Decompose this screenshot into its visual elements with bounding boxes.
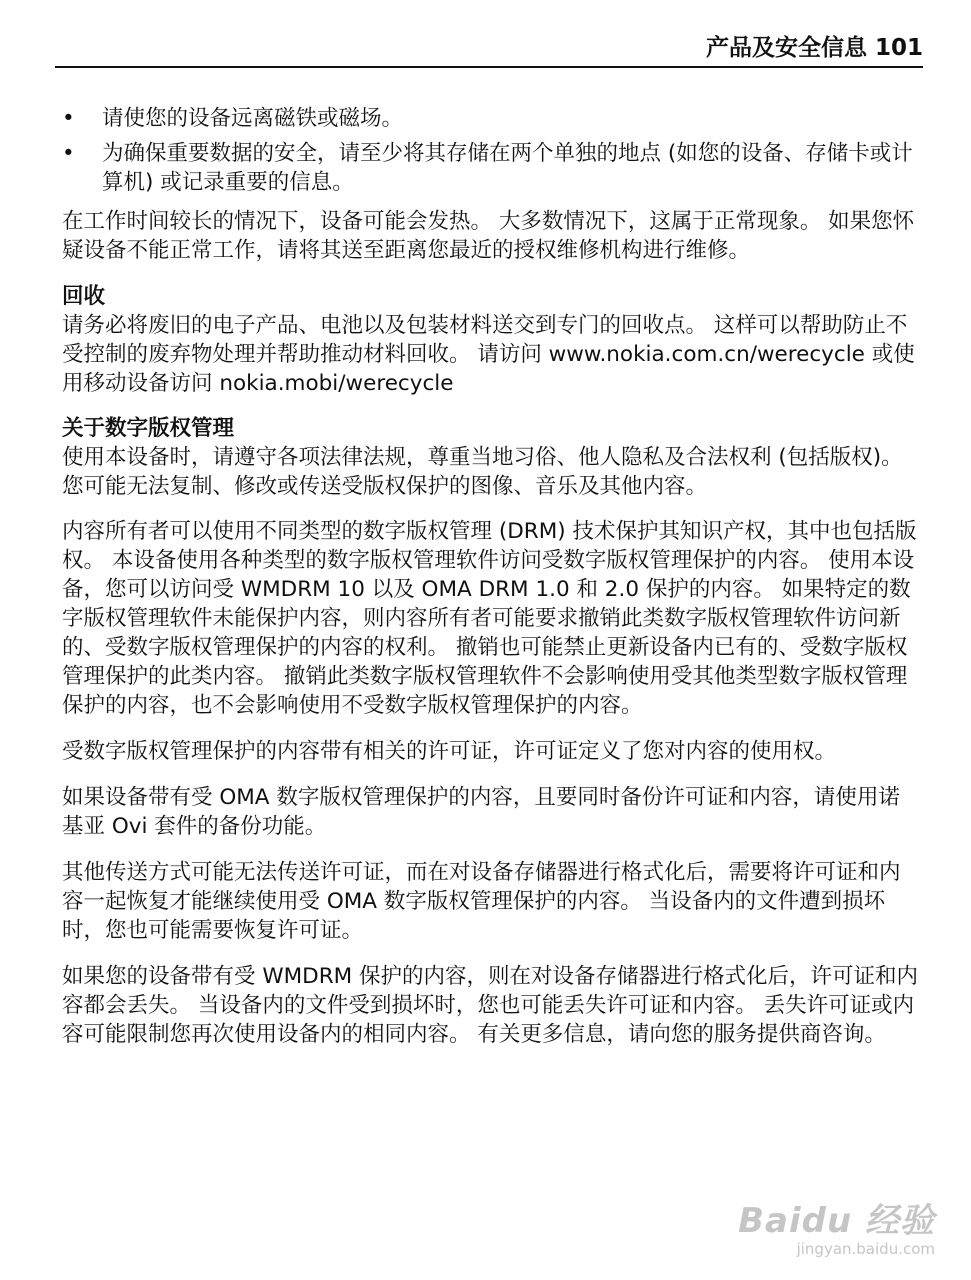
drm-paragraph: 如果设备带有受 OMA 数字版权管理保护的内容，且要同时备份许可证和内容，请使用诺基亚 Ovi 套件的备份功能。 xyxy=(62,785,900,839)
watermark-domain: jingyan.baidu.com xyxy=(796,1240,935,1258)
recycle-body: 请务必将废旧的电子产品、电池以及包装材料送交到专门的回收点。 这样可以帮助防止不受控制的废弃物处理并帮助推动材料回收。 请访问 www.nokia.com.cn/werecycle 或使用移动设备访问 nokia.mobi/werecycle xyxy=(62,313,915,396)
list-item xyxy=(62,139,919,197)
page-content xyxy=(62,104,919,1066)
drm-paragraph: 受数字版权管理保护的内容带有相关的许可证，许可证定义了您对内容的使用权。 xyxy=(62,739,837,764)
paragraph-heat: 在工作时间较长的情况下，设备可能会发热。 大多数情况下，这属于正常现象。 如果您怀疑设备不能正常工作，请将其送至距离您最近的授权维修机构进行维修。 xyxy=(62,209,915,263)
watermark xyxy=(738,1193,935,1258)
watermark-brand: Baidu 经验 xyxy=(738,1201,935,1241)
recycle-heading: 回收 xyxy=(62,284,106,309)
drm-paragraph: 其他传送方式可能无法传送许可证，而在对设备存储器进行格式化后，需要将许可证和内容一起恢复才能继续使用受 OMA 数字版权管理保护的内容。 当设备内的文件遭到损坏时，您也可能需要恢复许可证。 xyxy=(62,860,901,943)
bullet-list xyxy=(62,104,919,197)
page-header-title: 产品及安全信息 101 xyxy=(705,35,923,61)
bullet-text: 为确保重要数据的安全，请至少将其存储在两个单独的地点 (如您的设备、存储卡或计算机) 或记录重要的信息。 xyxy=(102,141,913,195)
bullet-icon: • xyxy=(62,141,75,166)
drm-body: 使用本设备时，请遵守各项法律法规，尊重当地习俗、他人隐私及合法权利 (包括版权)。 您可能无法复制、修改或传送受版权保护的图像、音乐及其他内容。 xyxy=(62,445,903,499)
drm-paragraph: 内容所有者可以使用不同类型的数字版权管理 (DRM) 技术保护其知识产权，其中也包括版权。 本设备使用各种类型的数字版权管理软件访问受数字版权管理保护的内容。 使用本设备，您可以访问受 WMDRM 10 以及 OMA DRM 1.0 和 2.0 保护的内容。 如果特定的数字版权管理软件未能保护内容，则内容所有者可能要求撤销此类数字版权管理软件访问新的、受数字版权管理保护的内容的权利。 撤销也可能禁止更新设备内已有的、受数字版权管理保护的此类内容。 撤销此类数字版权管理软件不会影响使用受其他类型数字版权管理保护的内容，也不会影响使用不受数字版权管理保护的内容。 xyxy=(62,519,917,718)
page-header xyxy=(55,30,923,68)
list-item xyxy=(62,104,919,133)
drm-paragraph: 如果您的设备带有受 WMDRM 保护的内容，则在对设备存储器进行格式化后，许可证和内容都会丢失。 当设备内的文件受到损坏时，您也可能丢失许可证和内容。 丢失许可证或内容可能限制您再次使用设备内的相同内容。 有关更多信息，请向您的服务提供商咨询。 xyxy=(62,964,919,1047)
drm-heading: 关于数字版权管理 xyxy=(62,416,235,441)
bullet-text: 请使您的设备远离磁铁或磁场。 xyxy=(102,106,404,131)
bullet-icon: • xyxy=(62,106,75,131)
